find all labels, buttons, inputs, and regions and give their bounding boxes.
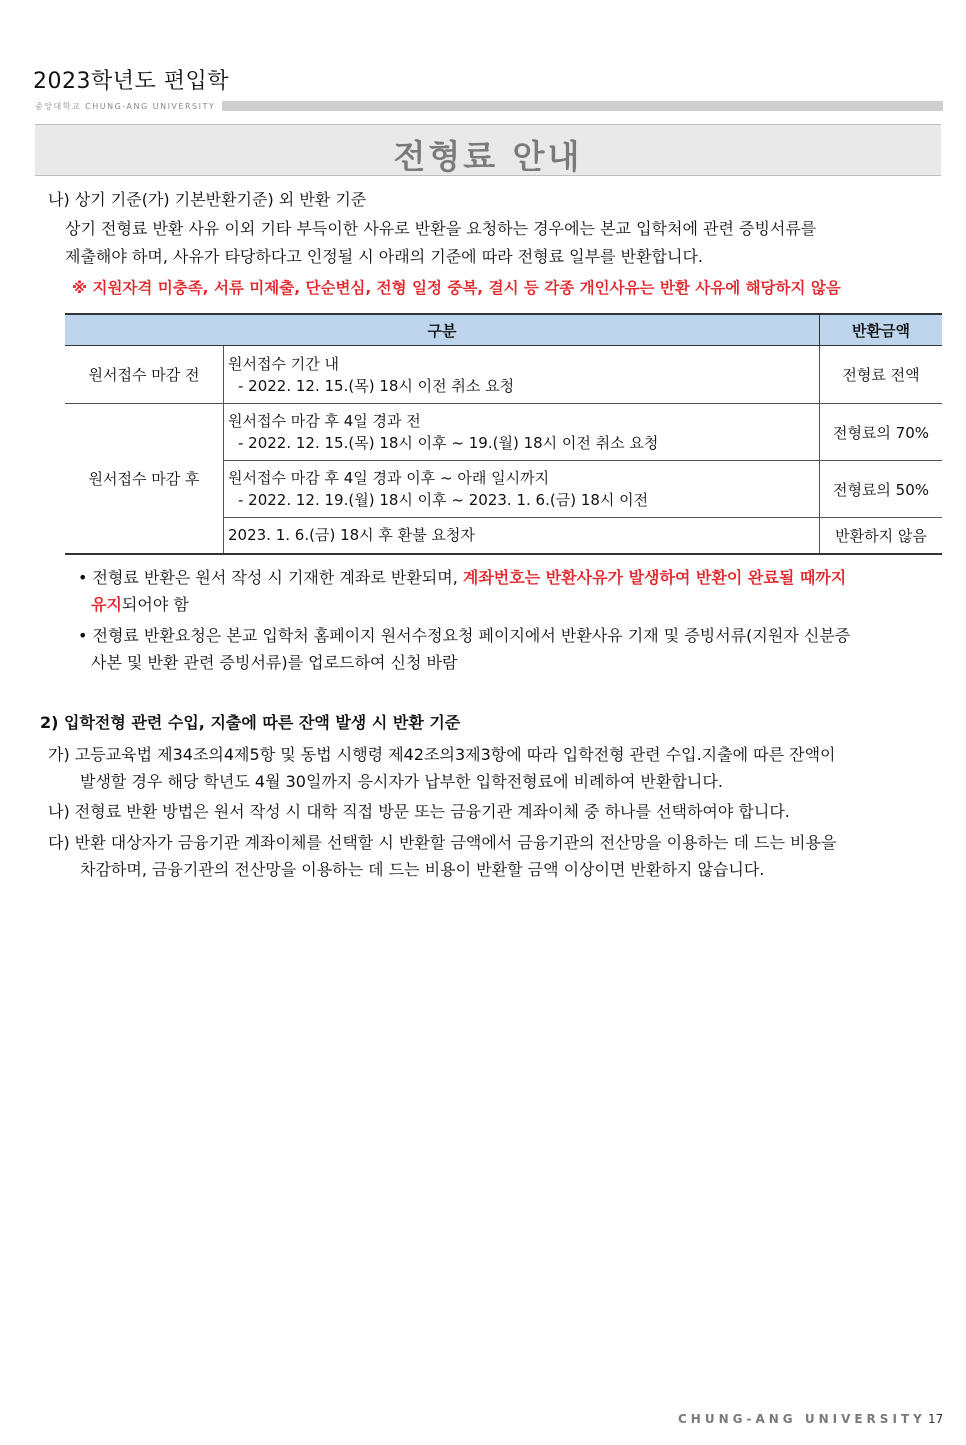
table-cell-category: 원서접수 마감 전 (65, 346, 224, 404)
table-cell-description (224, 404, 820, 461)
section2-item-da-line2: 차감하며, 금융기관의 전산망을 이용하는 데 드는 비용이 반환할 금액 이상이면 반환하지 않습니다. (80, 860, 765, 879)
section2-item-na: 나) 전형료 반환 방법은 원서 작성 시 대학 직접 방문 또는 금융기관 계좌이체 중 하나를 선택하여야 합니다. (48, 802, 790, 821)
table-cell-amount: 전형료 전액 (820, 346, 943, 404)
table-cell-amount: 반환하지 않음 (820, 518, 943, 554)
description-line: - 2022. 12. 15.(목) 18시 이후 ~ 19.(월) 18시 이전 취소 요청 (238, 434, 659, 452)
table-cell-amount: 전형료의 70% (820, 404, 943, 461)
description-line: 원서접수 기간 내 (228, 354, 339, 373)
table-cell-description (224, 346, 820, 404)
footer-brand: CHUNG-ANG UNIVERSITY (678, 1412, 926, 1426)
bullet-text: • 전형료 반환은 원서 작성 시 기재한 계좌로 반환되며, (78, 568, 463, 587)
bullet-refund-request-line1: • 전형료 반환요청은 본교 입학처 홈페이지 원서수정요청 페이지에서 반환사유 기재 및 증빙서류(지원자 신분증 (78, 626, 851, 645)
document-header-title: 2023학년도 편입학 (33, 69, 229, 94)
page-number: 17 (928, 1412, 944, 1426)
bullet-emphasis: 계좌번호는 반환사유가 발생하여 반환이 완료될 때까지 (462, 568, 847, 587)
table-cell-category: 원서접수 마감 후 (65, 404, 224, 554)
section-heading-na: 나) 상기 기준(가) 기본반환기준) 외 반환 기준 (48, 190, 367, 209)
bullet-text: 되어야 함 (121, 595, 189, 614)
description-line: - 2022. 12. 15.(목) 18시 이전 취소 요청 (238, 376, 515, 395)
refund-criteria-table (65, 313, 942, 555)
bullet-refund-account (78, 564, 846, 592)
table-header-amount: 반환금액 (820, 314, 943, 346)
section2-item-ga-line2: 발생할 경우 해당 학년도 4월 30일까지 응시자가 납부한 입학전형료에 비례하여 반환합니다. (80, 772, 723, 791)
table-cell-amount: 전형료의 50% (820, 461, 943, 518)
table-row (65, 346, 942, 404)
description-line: 원서접수 마감 후 4일 경과 전 (228, 412, 421, 430)
section2-item-ga-line1: 가) 고등교육법 제34조의4제5항 및 동법 시행령 제42조의3제3항에 따라 입학전형 관련 수입.지출에 따른 잔액이 (48, 745, 836, 764)
table-cell-description (224, 518, 820, 554)
table-header-row (65, 314, 942, 346)
table-row (65, 404, 942, 461)
table-cell-description (224, 461, 820, 518)
table-header-category: 구분 (65, 314, 820, 346)
bullet-emphasis: 유지 (91, 595, 122, 614)
description-line: 2023. 1. 6.(금) 18시 후 환불 요청자 (228, 526, 475, 545)
description-line: 원서접수 마감 후 4일 경과 이후 ~ 아래 일시까지 (228, 469, 550, 487)
section2-item-da-line1: 다) 반환 대상자가 금융기관 계좌이체를 선택할 시 반환할 금액에서 금융기관의 전산망을 이용하는 데 드는 비용을 (48, 833, 837, 852)
exclusion-note: ※ 지원자격 미충족, 서류 미제출, 단순변심, 전형 일정 중복, 결시 등 각종 개인사유는 반환 사유에 해당하지 않음 (72, 279, 841, 297)
section-paragraph-line2: 제출해야 하며, 사유가 타당하다고 인정될 시 아래의 기준에 따라 전형료 일부를 반환합니다. (65, 247, 703, 266)
bullet-refund-request-line2: 사본 및 반환 관련 증빙서류)를 업로드하여 신청 바람 (91, 653, 458, 672)
section2-heading: 2) 입학전형 관련 수입, 지출에 따른 잔액 발생 시 반환 기준 (40, 713, 461, 732)
university-logo-text: 중앙대학교 CHUNG-ANG UNIVERSITY (35, 102, 216, 111)
section-paragraph-line1: 상기 전형료 반환 사유 이외 기타 부득이한 사유로 반환을 요청하는 경우에는 본교 입학처에 관련 증빙서류를 (65, 219, 817, 238)
description-line: - 2022. 12. 19.(월) 18시 이후 ~ 2023. 1. 6.(금) 18시 이전 (238, 491, 649, 509)
header-rule (222, 101, 943, 111)
page-title: 전형료 안내 (393, 137, 583, 176)
bullet-refund-account-cont (91, 591, 189, 619)
page-title-band (35, 124, 941, 176)
